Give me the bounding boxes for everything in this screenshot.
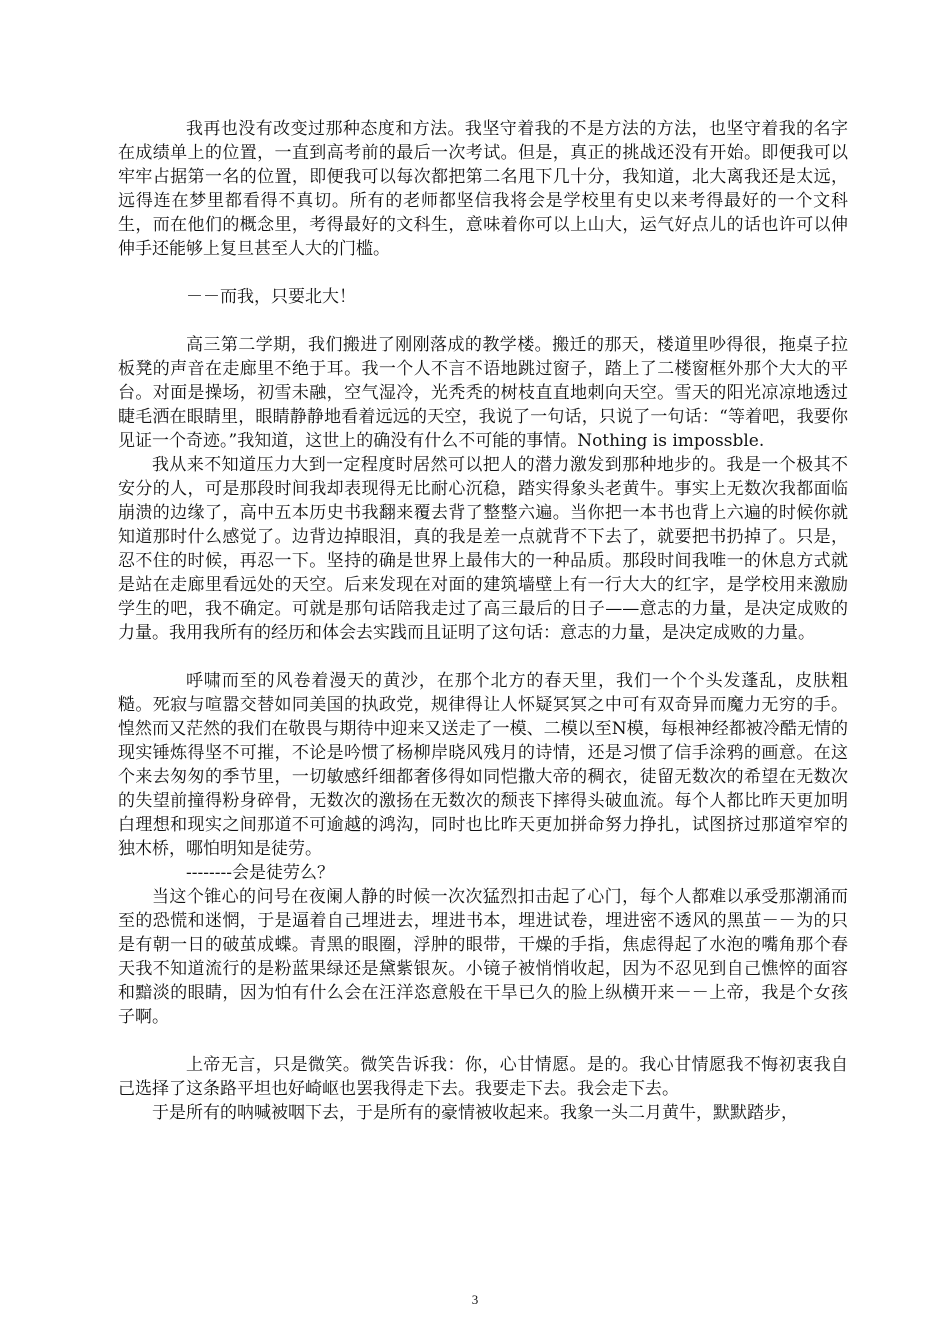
paragraph-3: 高三第二学期，我们搬进了刚刚落成的教学楼。搬迁的那天，楼道里吵得很，拖桌子拉板凳的声音在走廊里不绝于耳。我一个人不言不语地跳过窗子，踏上了二楼窗框外那个大大的平台。对面是操场，初雪未融，空气湿冷，光秃秃的树枝直直地刺向天空。雪天的阳光凉凉地透过睫毛洒在眼睛里，眼睛静静地看着远远的天空，我说了一句话，只说了一句话：“等着吧，我要你见证一个奇迹。”我知道，这世上的确没有什么不可能的事情。Nothing is impossble.	[118, 335, 848, 451]
paragraph-8: 上帝无言，只是微笑。微笑告诉我：你，心甘情愿。是的。我心甘情愿我不悔初衷我自己选择了这条路平坦也好崎岖也罢我得走下去。我要走下去。我会走下去。	[118, 1055, 848, 1099]
paragraph-5: 呼啸而至的风卷着漫天的黄沙，在那个北方的春天里，我们一个个头发蓬乱，皮肤粗糙。死寂与喧嚣交替如同美国的执政党，规律得让人怀疑冥冥之中可有双奇异而魔力无穷的手。惶然而又茫然的我们在敬畏与期待中迎来又送走了一模、二模以至N模，每根神经都被冷酷无情的现实锤炼得坚不可摧，不论是吟惯了杨柳岸晓风残月的诗情，还是习惯了信手涂鸦的画意。在这个来去匆匆的季节里，一切敏感纤细都奢侈得如同恺撒大帝的稠衣，徒留无数次的希望在无数次的失望前撞得粉身碎骨，无数次的激扬在无数次的颓丧下摔得头破血流。每个人都比昨天更加明白理想和现实之间那道不可逾越的鸿沟，同时也比昨天更加拼命努力挣扎，试图挤过那道窄窄的独木桥，哪怕明知是徒劳。	[118, 671, 848, 859]
page-number: 3	[471, 1292, 479, 1307]
paragraph-7: 当这个锥心的问号在夜阑人静的时候一次次猛烈扣击起了心门，每个人都难以承受那潮涌而至的恐慌和迷惘，于是逼着自己埋进去，埋进书本，埋进试卷，埋进密不透风的黑茧－－为的只是有朝一日的破茧成蝶。青黑的眼圈，浮肿的眼带，干燥的手指，焦虑得起了水泡的嘴角那个春天我不知道流行的是粉蓝果绿还是黛紫银灰。小镜子被悄悄收起，因为不忍见到自己憔悴的面容和黯淡的眼睛，因为怕有什么会在汪洋恣意般在干旱已久的脸上纵横开来－－上帝，我是个女孩子啊。	[118, 887, 848, 1027]
paragraph-2: －－而我，只要北大！	[186, 287, 356, 307]
paragraph-1: 我再也没有改变过那种态度和方法。我坚守着我的不是方法的方法，也坚守着我的名字在成绩单上的位置，一直到高考前的最后一次考试。但是，真正的挑战还没有开始。即便我可以牢牢占据第一名的位置，即便我可以每次都把第二名甩下几十分，我知道，北大离我还是太远，远得连在梦里都看得不真切。所有的老师都坚信我将会是学校里有史以来考得最好的一个文科生，而在他们的概念里，考得最好的文科生，意味着你可以上山大，运气好点儿的话也许可以伸伸手还能够上复旦甚至人大的门槛。	[118, 119, 848, 259]
document-body	[118, 117, 848, 1125]
paragraph-6: --------会是徒劳么？	[186, 863, 334, 883]
paragraph-9: 于是所有的呐喊被咽下去，于是所有的豪情被收起来。我象一头二月黄牛，默默踏步，	[152, 1103, 798, 1123]
paragraph-4: 我从来不知道压力大到一定程度时居然可以把人的潜力激发到那种地步的。我是一个极其不安分的人，可是那段时间我却表现得无比耐心沉稳，踏实得象头老黄牛。事实上无数次我都面临崩溃的边缘了，高中五本历史书我翻来覆去背了整整六遍。当你把一本书也背上六遍的时候你就知道那时什么感觉了。边背边掉眼泪，真的我是差一点就背不下去了，就要把书扔掉了。只是，忍不住的时候，再忍一下。坚持的确是世界上最伟大的一种品质。那段时间我唯一的休息方式就是站在走廊里看远处的天空。后来发现在对面的建筑墙壁上有一行大大的红字，是学校用来激励学生的吧，我不确定。可就是那句话陪我走过了高三最后的日子——意志的力量，是决定成败的力量。我用我所有的经历和体会去实践而且证明了这句话：意志的力量，是决定成败的力量。	[118, 455, 848, 643]
